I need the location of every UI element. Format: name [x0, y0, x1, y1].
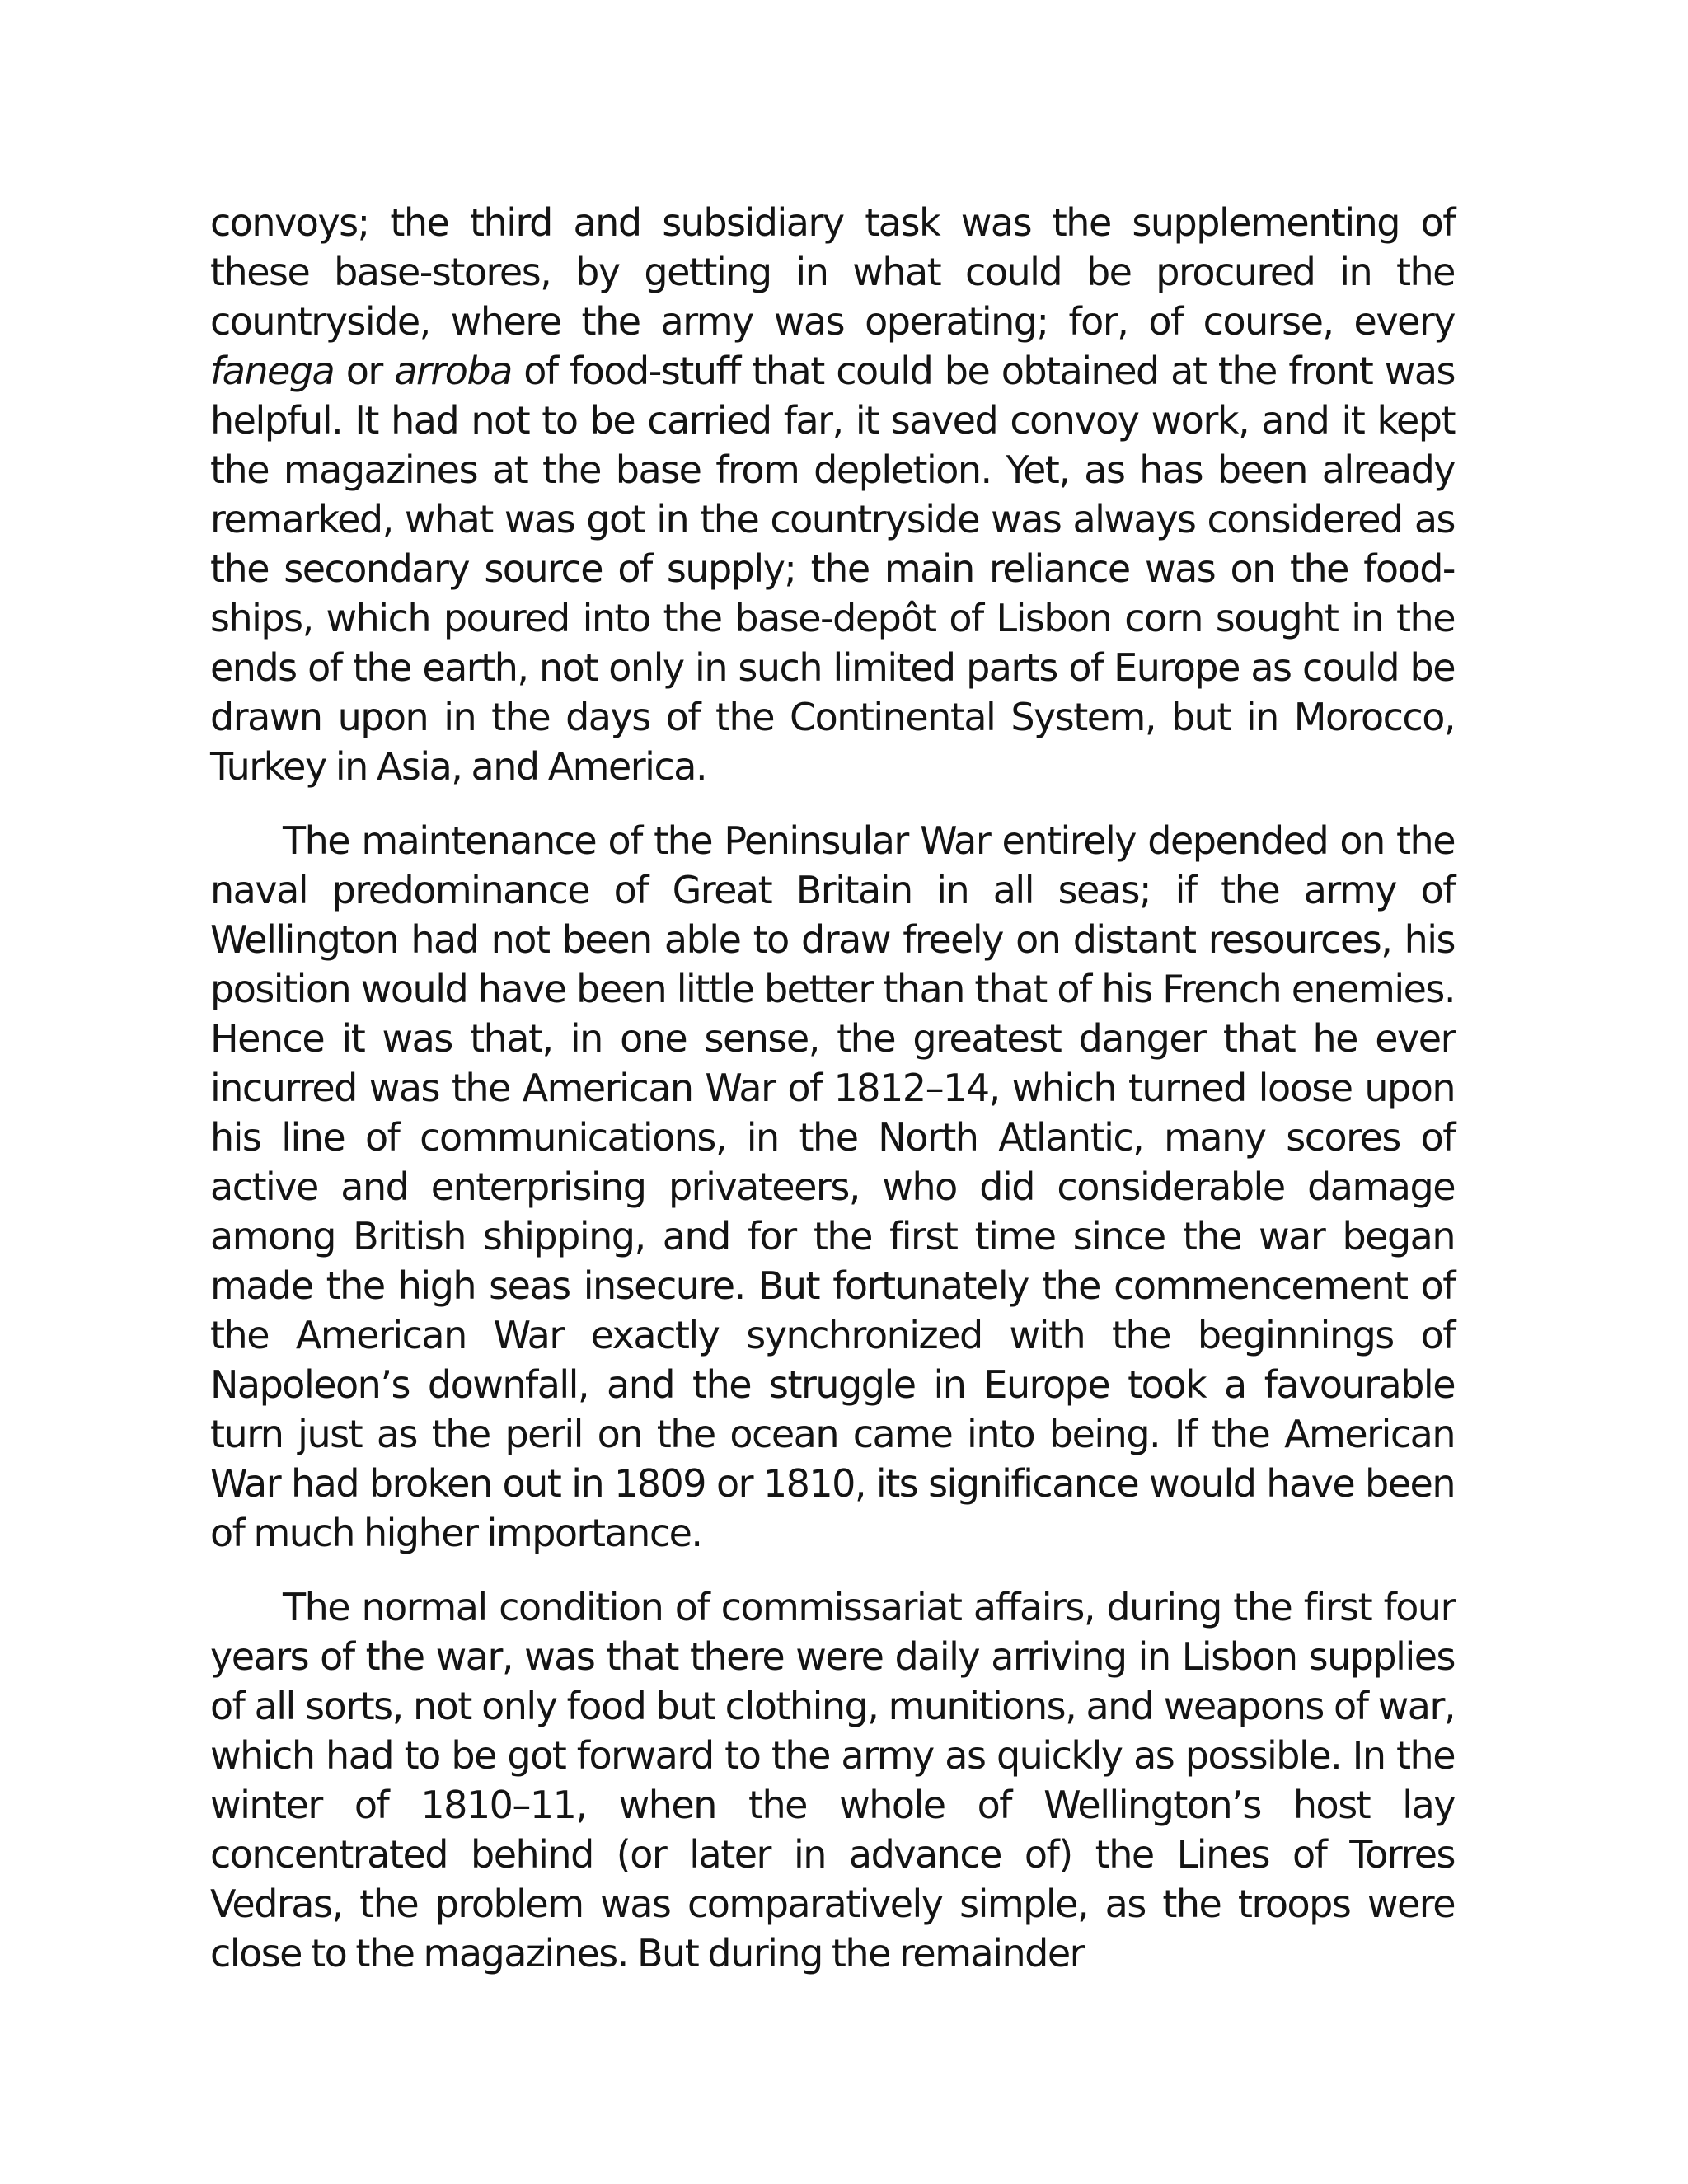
paragraph-1-text-c: of food-stuff that could be obtained at the front was helpful. It had not to be carried far, it saved convoy work, and it kept the magazines at the base from depletion. Yet, as has been already remarked, what was got in the countryside was always considered as the secondary source of supply; the main reliance was on the food-ships, which poured into the base-depôt of Lisbon corn sought in the ends of the earth, not only in such limited parts of Europe as could be drawn upon in the days of the Continental System, but in Morocco, Turkey in Asia, and America. [210, 349, 1455, 789]
italic-term-fanega: fanega [210, 349, 335, 393]
paragraph-2 [210, 816, 1455, 1558]
paragraph-1-text-a: convoys; the third and subsidiary task was the supplementing of these base-stores, by getting in what could be procured in the countryside, where the army was operating; for, of course, every [210, 200, 1455, 344]
italic-term-arroba: arroba [394, 349, 512, 393]
paragraph-3 [210, 1582, 1455, 1978]
paragraph-3-text: The normal condition of commissariat affairs, during the first four years of the war, was that there were daily arriving in Lisbon supplies of all sorts, not only food but clothing, munitions, and weapons of war, which had to be got forward to the army as quickly as possible. In the winter of 1810–11, when the whole of Wellington’s host lay concentrated behind (or later in advance of) the Lines of Torres Vedras, the problem was comparatively simple, as the troops were close to the magazines. But during the remainder [210, 1585, 1455, 1975]
paragraph-1 [210, 198, 1455, 791]
page-body [210, 198, 1455, 1978]
paragraph-1-text-b: or [334, 349, 395, 393]
paragraph-2-text: The maintenance of the Peninsular War entirely depended on the naval predominance of Great Britain in all seas; if the army of Wellington had not been able to draw freely on distant resources, his position would have been little better than that of his French enemies. Hence it was that, in one sense, the greatest danger that he ever incurred was the American War of 1812–14, which turned loose upon his line of communications, in the North Atlantic, many scores of active and enterprising privateers, who did considerable damage among British shipping, and for the first time since the war began made the high seas insecure. But fortunately the commencement of the American War exactly synchronized with the beginnings of Napoleon’s downfall, and the struggle in Europe took a favourable turn just as the peril on the ocean came into being. If the American War had broken out in 1809 or 1810, its significance would have been of much higher importance. [210, 818, 1455, 1555]
